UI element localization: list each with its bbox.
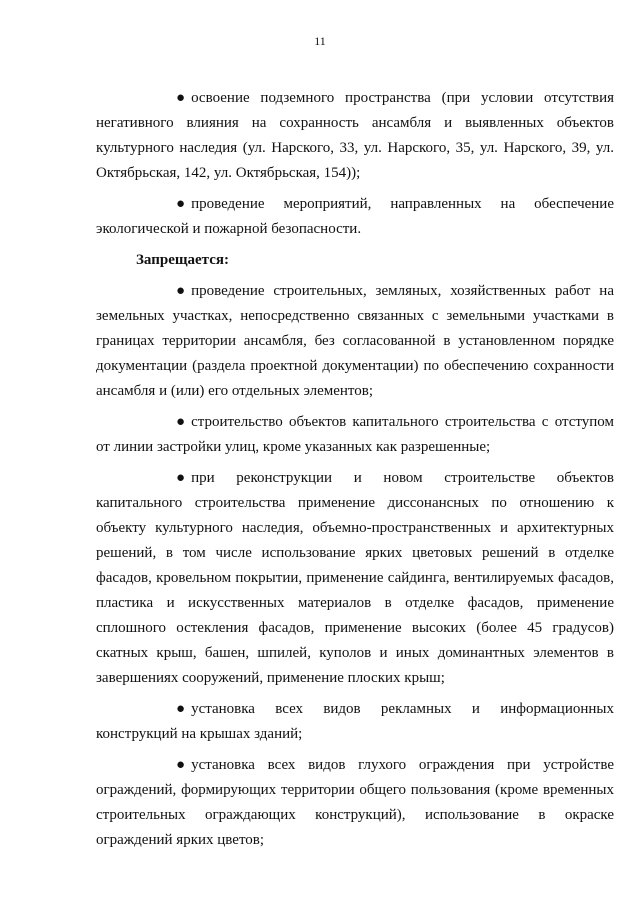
list-item-text: при реконструкции и новом строительстве объектов капитального строительства применение диссонансных по отношению к объекту культурного наследия, объемно-пространственных и архитектурных решений, в том числе использование ярких цветовых решений в отделке фасадов, кровельном покрытии, применение сайдинга, вентилируемых фасадов, пластика и искусственных материалов в отделке фасадов, применение сплошного остекления фасадов, применение высоких (более 45 градусов) скатных крыш, башен, шпилей, куполов и иных доминантных элементов в завершениях сооружений, применение плоских крыш; xyxy=(96,470,614,686)
page-number: 11 xyxy=(314,34,326,48)
list-item-text: установка всех видов глухого ограждения при устройстве ограждений, формирующих территории общего пользования (кроме временных строительных ограждающих конструкций), использование в окраске ограждений ярких цветов; xyxy=(96,757,614,848)
document-body xyxy=(96,86,614,859)
list-item-prohibited xyxy=(96,279,614,404)
list-item-prohibited xyxy=(96,753,614,853)
list-item-prohibited xyxy=(96,697,614,747)
list-item-prohibited xyxy=(96,410,614,460)
bullet-icon: ● xyxy=(176,90,186,106)
list-item-text: строительство объектов капитального строительства с отступом от линии застройки улиц, кроме указанных как разрешенные; xyxy=(96,414,614,455)
bullet-icon: ● xyxy=(176,701,186,717)
bullet-icon: ● xyxy=(176,414,186,430)
section-heading-prohibited: Запрещается: xyxy=(136,252,230,268)
list-item-text: проведение строительных, земляных, хозяйственных работ на земельных участках, непосредственно связанных с земельными участками в границах территории ансамбля, без согласованной в установленном порядке документации (раздела проектной документации) по обеспечению сохранности ансамбля и (или) его отдельных элементов; xyxy=(96,283,614,399)
list-item-underground xyxy=(96,86,614,186)
list-item-text: установка всех видов рекламных и информационных конструкций на крышах зданий; xyxy=(96,701,614,742)
list-item-safety xyxy=(96,192,614,242)
list-item-text: освоение подземного пространства (при условии отсутствия негативного влияния на сохранность ансамбля и выявленных объектов культурного наследия (ул. Нарского, 33, ул. Нарского, 35, ул. Нарского, 39, ул. Октябрьская, 142, ул. Октябрьская, 154)); xyxy=(96,90,614,181)
bullet-icon: ● xyxy=(176,470,186,486)
bullet-icon: ● xyxy=(176,283,186,299)
bullet-icon: ● xyxy=(176,196,186,212)
list-item-text: проведение мероприятий, направленных на обеспечение экологической и пожарной безопасности. xyxy=(96,196,614,237)
list-item-prohibited xyxy=(96,466,614,691)
bullet-icon: ● xyxy=(176,757,186,773)
